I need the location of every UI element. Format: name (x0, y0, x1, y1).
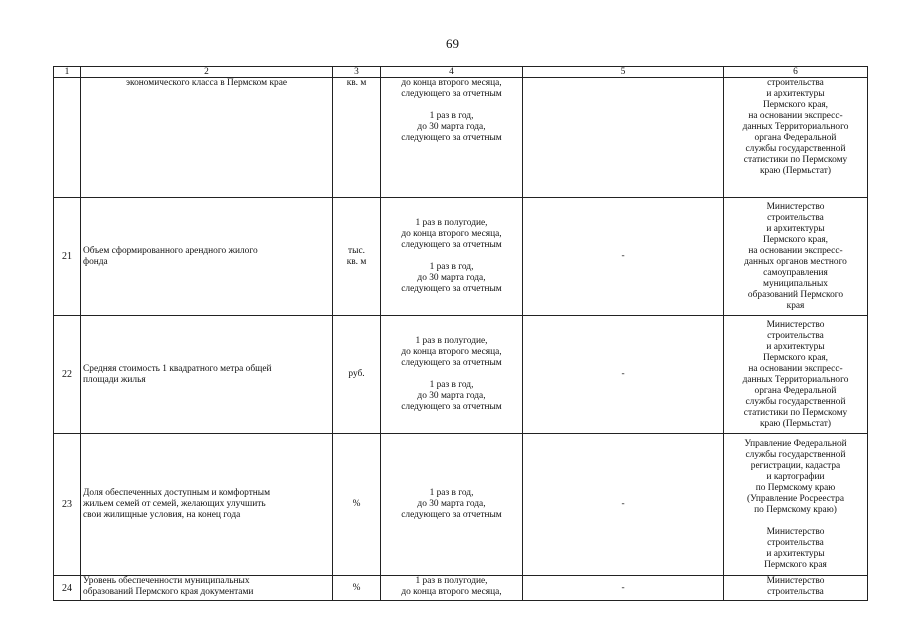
column-header: 5 (523, 67, 724, 78)
column-header: 4 (381, 67, 523, 78)
column-5-value: - (523, 434, 724, 576)
column-header: 6 (724, 67, 868, 78)
row-number: 23 (54, 434, 81, 576)
row-number: 21 (54, 198, 81, 316)
indicator-name: Средняя стоимость 1 квадратного метра общей площади жилья (81, 316, 333, 434)
reporting-period: 1 раз в полугодие, до конца второго месяца, следующего за отчетным 1 раз в год, до 30 марта года, следующего за отчетным (381, 198, 523, 316)
row-number: 22 (54, 316, 81, 434)
column-header: 2 (81, 67, 333, 78)
data-source: строительства и архитектуры Пермского края, на основании экспресс- данных Территориального органа Федеральной службы государственной статистики по Пермскому краю (Пермьстат) (724, 78, 868, 198)
reporting-period: 1 раз в год, до 30 марта года, следующего за отчетным (381, 434, 523, 576)
column-5-value: - (523, 576, 724, 601)
unit: % (333, 576, 381, 601)
indicator-name: Уровень обеспеченности муниципальных образований Пермского края документами (81, 576, 333, 601)
data-source: Министерство строительства (724, 576, 868, 601)
data-source: Министерство строительства и архитектуры Пермского края, на основании экспресс- данных органов местного самоуправления муниципальных образований Пермского края (724, 198, 868, 316)
row-number (54, 78, 81, 198)
unit: % (333, 434, 381, 576)
reporting-period: до конца второго месяца, следующего за отчетным 1 раз в год, до 30 марта года, следующего за отчетным (381, 78, 523, 198)
table-row (54, 198, 868, 316)
statistics-table (53, 66, 868, 601)
column-header: 1 (54, 67, 81, 78)
indicator-name: Доля обеспеченных доступным и комфортным жильем семей от семей, желающих улучшить свои жилищные условия, на конец года (81, 434, 333, 576)
column-5-value: - (523, 198, 724, 316)
data-source: Управление Федеральной службы государственной регистрации, кадастра и картографии по Пермскому краю (Управление Росреестра по Пермскому краю) Министерство строительства и архитектуры Пермского края (724, 434, 868, 576)
column-5-value (523, 78, 724, 198)
column-header: 3 (333, 67, 381, 78)
column-5-value: - (523, 316, 724, 434)
reporting-period: 1 раз в полугодие, до конца второго месяца, следующего за отчетным 1 раз в год, до 30 марта года, следующего за отчетным (381, 316, 523, 434)
unit: руб. (333, 316, 381, 434)
reporting-period: 1 раз в полугодие, до конца второго месяца, (381, 576, 523, 601)
table-row (54, 434, 868, 576)
table-row (54, 78, 868, 198)
unit: тыс. кв. м (333, 198, 381, 316)
table-row (54, 576, 868, 601)
indicator-name: Объем сформированного арендного жилого фонда (81, 198, 333, 316)
page-number: 69 (446, 36, 459, 51)
unit: кв. м (333, 78, 381, 198)
table-header-row (54, 67, 868, 78)
indicator-name: экономического класса в Пермском крае (81, 78, 333, 198)
row-number: 24 (54, 576, 81, 601)
table-row (54, 316, 868, 434)
data-source: Министерство строительства и архитектуры Пермского края, на основании экспресс- данных Территориального органа Федеральной службы государственной статистики по Пермскому краю (Пермьстат) (724, 316, 868, 434)
